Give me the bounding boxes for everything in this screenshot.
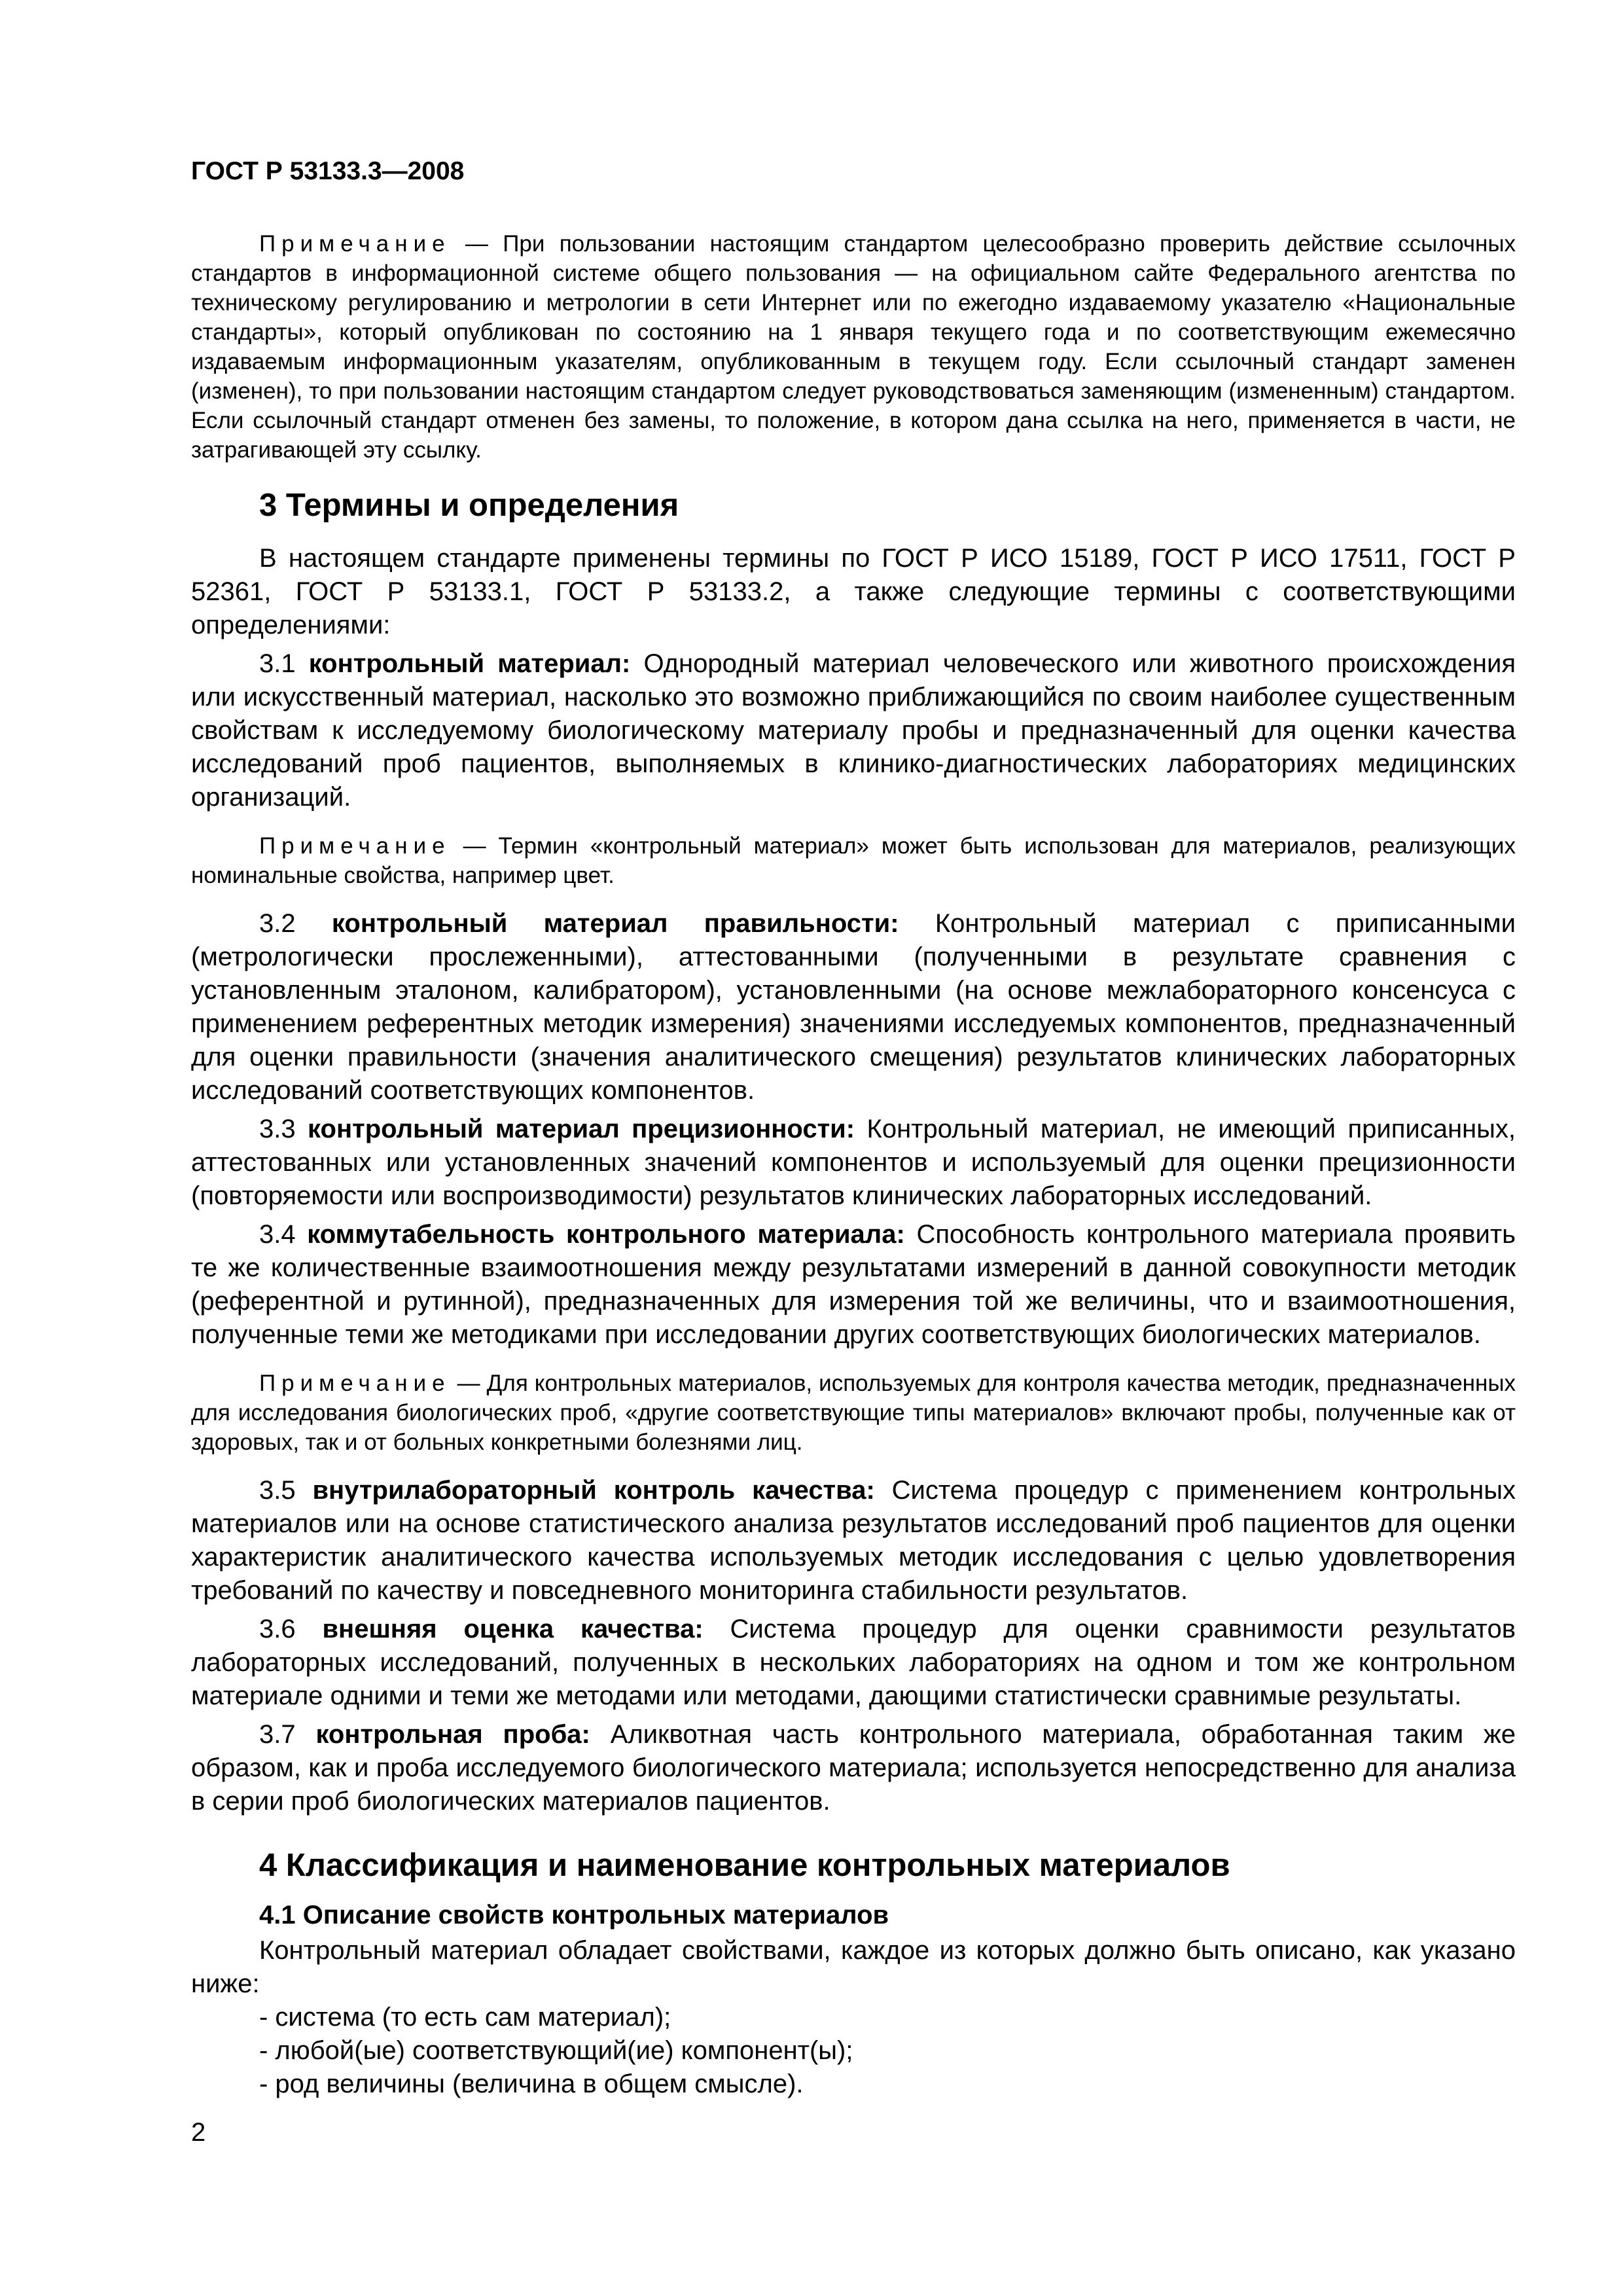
section-4-title: 4 Классификация и наименование контрольных материалов xyxy=(259,1848,1230,1883)
section-4-1-intro: Контрольный материал обладает свойствами, каждое из которых должно быть описано, как указано ниже: xyxy=(191,1936,1516,1998)
term-number: 3.4 xyxy=(259,1220,296,1249)
note-text: — Для контрольных материалов, используемых для контроля качества методик, предназначенных для исследования биологических проб, «другие соответствующие типы материалов» включают пробы, полученные как от здоровых, так и от больных конкретными болезнями лиц. xyxy=(191,1371,1516,1455)
section-3-title: 3 Термины и определения xyxy=(259,488,679,523)
term-3-1 xyxy=(191,647,1516,814)
term-definition: Способность контрольного материала проявить те же количественные взаимоотношения между результатами измерений в данной совокупности методик (референтной и рутинной), предназначенных для измерения той же величины, что и взаимоотношения, полученные теми же методиками при исследовании других соответствующих биологических материалов. xyxy=(191,1220,1516,1349)
term-definition: Система процедур для оценки сравнимости результатов лабораторных исследований, полученных в нескольких лабораториях на одном и том же контрольном материале одними и теми же методами или методами, дающими статистически сравнимые результаты. xyxy=(191,1615,1516,1710)
note-3-4 xyxy=(191,1369,1516,1457)
term-number: 3.5 xyxy=(259,1476,296,1505)
term-3-7 xyxy=(191,1718,1516,1818)
list-item: - любой(ые) соответствующий(ие) компонент(ы); xyxy=(259,2036,853,2065)
term-3-6 xyxy=(191,1613,1516,1713)
term-3-5 xyxy=(191,1474,1516,1607)
note-text: — Термин «контрольный материал» может быть использован для материалов, реализующих номинальные свойства, например цвет. xyxy=(191,833,1516,888)
document-header: ГОСТ Р 53133.3—2008 xyxy=(191,157,465,185)
term-number: 3.1 xyxy=(259,649,296,678)
list-item: - система (то есть сам материал); xyxy=(259,2003,671,2032)
term-3-4 xyxy=(191,1218,1516,1352)
term-number: 3.2 xyxy=(259,909,296,938)
term-definition: Однородный материал человеческого или животного происхождения или искусственный материал, насколько это возможно приближающийся по своим наиболее существенным свойствам к исследуемому биологическому материалу пробы и предназначенный для оценки качества исследований проб пациентов, выполняемых в клинико-диагностических лабораториях медицинских организаций. xyxy=(191,649,1516,812)
term-definition: Контрольный материал с приписанными (метрологически прослеженными), аттестованными (полученными в результате сравнения с установленным эталоном, калибратором), установленными (на основе межлабораторного консенсуса с применением референтных методик измерения) значениями исследуемых компонентов, предназначенный для оценки правильности (значения аналитического смещения) результатов клинических лабораторных исследований соответствующих компонентов. xyxy=(191,909,1516,1105)
term-number: 3.7 xyxy=(259,1720,296,1749)
term-name: контрольный материал: xyxy=(308,649,631,678)
page-number: 2 xyxy=(191,2118,206,2147)
term-definition: Контрольный материал, не имеющий приписанных, аттестованных или установленных значений компонентов и используемый для оценки прецизионности (повторяемости или воспроизводимости) результатов клинических лабораторных исследований. xyxy=(191,1115,1516,1210)
term-name: контрольный материал правильности: xyxy=(331,909,899,938)
subsection-4-1-title: 4.1 Описание свойств контрольных материалов xyxy=(259,1901,889,1929)
note-label: Примечание xyxy=(259,231,451,257)
note-label: Примечание xyxy=(259,1371,451,1396)
note-3-1 xyxy=(191,831,1516,890)
term-name: контрольная проба: xyxy=(315,1720,590,1749)
term-number: 3.6 xyxy=(259,1615,296,1643)
term-3-2 xyxy=(191,907,1516,1107)
note-referenced-standards xyxy=(191,229,1516,465)
note-label: Примечание xyxy=(259,833,451,859)
term-definition: Аликвотная часть контрольного материала, обработанная таким же образом, как и проба исследуемого биологического материала; используется непосредственно для анализа в серии проб биологических материалов пациентов. xyxy=(191,1720,1516,1816)
term-number: 3.3 xyxy=(259,1115,296,1143)
note-text: — При пользовании настоящим стандартом целесообразно проверить действие ссылочных стандартов в информационной системе общего пользования — на официальном сайте Федерального агентства по техническому регулированию и метрологии в сети Интернет или по ежегодно издаваемому указателю «Национальные стандарты», который опубликован по состоянию на 1 января текущего года и по соответствующим ежемесячно издаваемым информационным указателям, опубликованным в текущем году. Если ссылочный стандарт заменен (изменен), то при пользовании настоящим стандартом следует руководствоваться заменяющим (измененным) стандартом. Если ссылочный стандарт отменен без замены, то положение, в котором дана ссылка на него, применяется в части, не затрагивающей эту ссылку. xyxy=(191,231,1516,463)
term-name: внешняя оценка качества: xyxy=(322,1615,704,1643)
term-3-3 xyxy=(191,1113,1516,1213)
section-3-intro: В настоящем стандарте применены термины по ГОСТ Р ИСО 15189, ГОСТ Р ИСО 17511, ГОСТ Р 52361, ГОСТ Р 53133.1, ГОСТ Р 53133.2, а также следующие термины с соответствующими определениями: xyxy=(191,544,1516,639)
term-name: внутрилабораторный контроль качества: xyxy=(312,1476,875,1505)
term-definition: Система процедур с применением контрольных материалов или на основе статистического анализа результатов исследований проб пациентов для оценки характеристик аналитического качества используемых методик исследования с целью удовлетворения требований по качеству и повседневного мониторинга стабильности результатов. xyxy=(191,1476,1516,1605)
list-item: - род величины (величина в общем смысле). xyxy=(259,2070,804,2098)
term-name: контрольный материал прецизионности: xyxy=(308,1115,855,1143)
term-name: коммутабельность контрольного материала: xyxy=(307,1220,905,1249)
document-page xyxy=(191,0,1516,2296)
property-list xyxy=(191,2001,1516,2101)
document-body xyxy=(191,229,1516,2101)
